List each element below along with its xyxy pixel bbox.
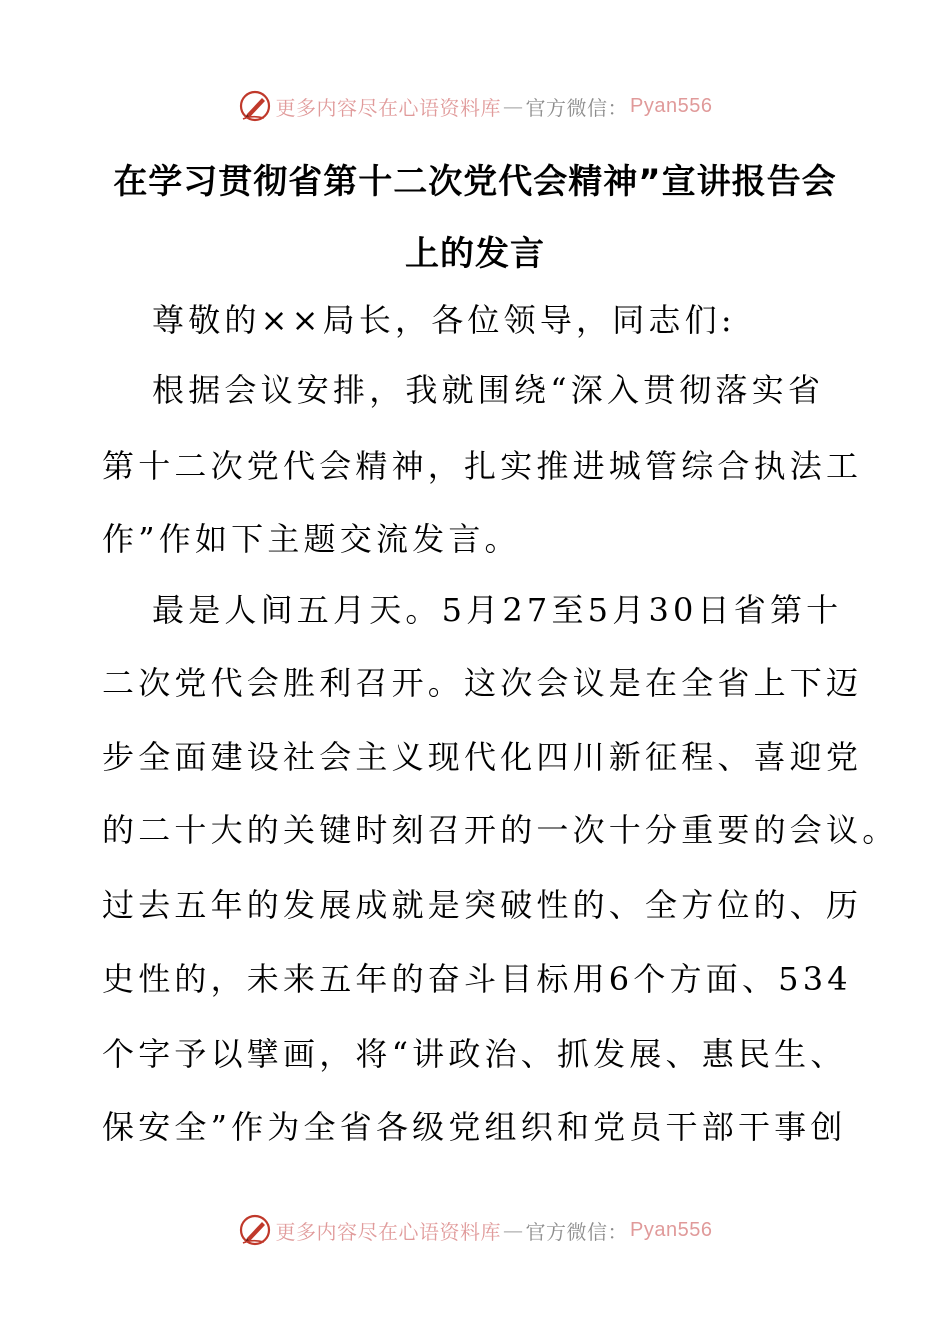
document-title-line-1: 在学习贯彻省第十二次党代会精神”宣讲报告会 (113, 162, 837, 202)
watermark-separator: — (503, 1218, 524, 1242)
watermark-main-text: 更多内容尽在心语资料库 (275, 95, 502, 120)
watermark-main-text: 更多内容尽在心语资料库 (275, 1219, 502, 1244)
watermark-wechat-label: 官方微信： (525, 1219, 629, 1244)
watermark-header (0, 86, 950, 126)
body-line: 最是人间五月天。5月27至5月30日省第十 (152, 591, 843, 629)
watermark-wechat-label: 官方微信： (525, 95, 629, 120)
watermark-wechat-id: Pyan556 (630, 94, 713, 117)
pen-logo-icon (238, 1213, 272, 1247)
body-line: 保安全”作为全省各级党组织和党员干部干事创 (102, 1108, 847, 1146)
body-line-salutation: 尊敬的××局长，各位领导，同志们: (152, 301, 736, 339)
body-line: 根据会议安排，我就围绕“深入贯彻落实省 (152, 371, 825, 409)
body-line: 步全面建设社会主义现代化四川新征程、喜迎党 (102, 738, 863, 776)
pen-logo-icon (238, 89, 272, 123)
body-line: 过去五年的发展成就是突破性的、全方位的、历 (102, 886, 863, 924)
body-line: 作”作如下主题交流发言。 (102, 520, 521, 558)
body-line: 二次党代会胜利召开。这次会议是在全省上下迈 (102, 664, 863, 702)
body-line: 的二十大的关键时刻召开的一次十分重要的会议。 (102, 811, 899, 849)
document-title-line-2: 上的发言 (405, 234, 545, 274)
watermark-separator: — (503, 94, 524, 118)
body-line: 史性的，未来五年的奋斗目标用6个方面、534 (102, 960, 852, 998)
watermark-wechat-id: Pyan556 (630, 1218, 713, 1241)
body-line: 第十二次党代会精神，扎实推进城管综合执法工 (102, 447, 863, 485)
body-line: 个字予以擘画，将“讲政治、抓发展、惠民生、 (102, 1035, 847, 1073)
watermark-footer (0, 1210, 950, 1250)
